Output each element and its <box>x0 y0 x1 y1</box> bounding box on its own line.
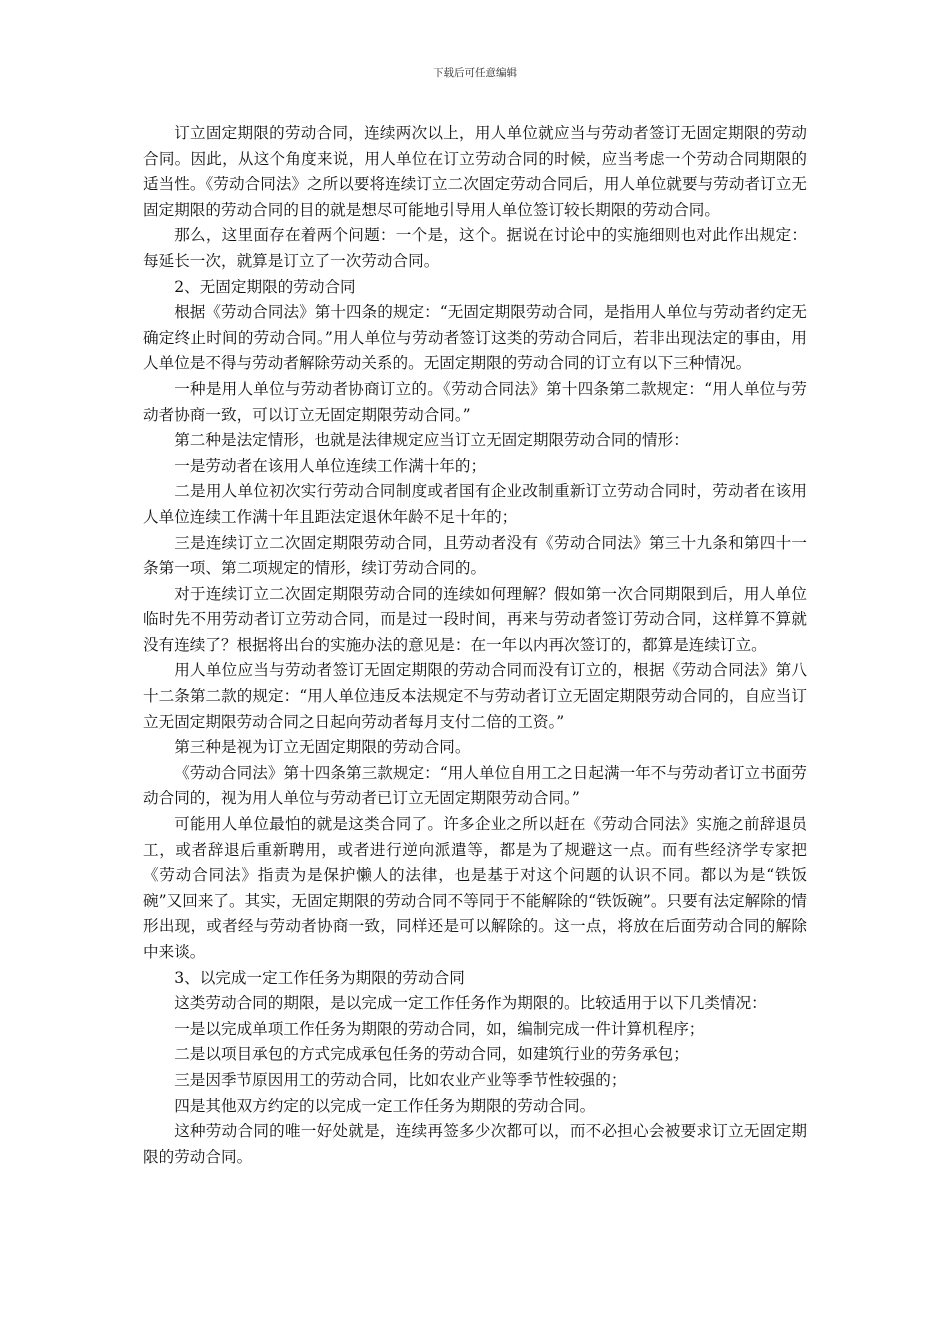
list-item: 一是劳动者在该用人单位连续工作满十年的； <box>174 456 487 475</box>
list-item: 二是以项目承包的方式完成承包任务的劳动合同，如建筑行业的劳务承包； <box>174 1045 689 1064</box>
paragraph: 可能用人单位最怕的就是这类合同了。许多企业之所以赶在《劳动合同法》实施之前辞退员工，或者辞退后重新聘用，或者进行逆向派遣等，都是为了规避这一点。而有些经济学专家把《劳动合同法》指责为是保护懒人的法律，也是基于对这个问题的认识不同。都以为是“铁饭碗”又回来了。其实，无固定期限的劳动合同不等同于不能解除的“铁饭碗”。只要有法定解除的情形出现，或者经与劳动者协商一致，同样还是可以解除的。这一点，将放在后面劳动合同的解除中来谈。 <box>143 815 807 961</box>
paragraph: 这种劳动合同的唯一好处就是，连续再签多少次都可以，而不必担心会被要求订立无固定期限的劳动合同。 <box>143 1122 807 1166</box>
paragraph: 《劳动合同法》第十四条第三款规定：“用人单位自用工之日起满一年不与劳动者订立书面劳动合同的，视为用人单位与劳动者已订立无固定期限劳动合同。” <box>143 763 807 808</box>
page-header: 下载后可任意编辑 <box>433 67 517 79</box>
paragraph: 对于连续订立二次固定期限劳动合同的连续如何理解？假如第一次合同期限到后，用人单位临时先不用劳动者订立劳动合同，而是过一段时间，再来与劳动者签订劳动合同，这样算不算就没有连续了？根据将出台的实施办法的意见是：在一年以内再次签订的，都算是连续订立。 <box>143 584 807 654</box>
list-item: 三是连续订立二次固定期限劳动合同，且劳动者没有《劳动合同法》第三十九条和第四十一条第一项、第二项规定的情形，续订劳动合同的。 <box>143 533 807 578</box>
list-item: 二是用人单位初次实行劳动合同制度或者国有企业改制重新订立劳动合同时，劳动者在该用人单位连续工作满十年且距法定退休年龄不足十年的； <box>143 482 807 526</box>
document-body <box>143 121 807 1170</box>
section-heading: 3、以完成一定工作任务为期限的劳动合同 <box>174 968 465 987</box>
paragraph: 根据《劳动合同法》第十四条的规定：“无固定期限劳动合同，是指用人单位与劳动者约定无确定终止时间的劳动合同。”用人单位与劳动者签订这类的劳动合同后，若非出现法定的事由，用人单位是不得与劳动者解除劳动关系的。无固定期限的劳动合同的订立有以下三种情况。 <box>143 303 807 373</box>
paragraph: 第三种是视为订立无固定期限的劳动合同。 <box>174 738 471 757</box>
list-item: 四是其他双方约定的以完成一定工作任务为期限的劳动合同。 <box>174 1096 596 1115</box>
list-item: 一是以完成单项工作任务为期限的劳动合同，如，编制完成一件计算机程序； <box>174 1019 705 1038</box>
paragraph: 这类劳动合同的期限，是以完成一定工作任务作为期限的。比较适用于以下几类情况： <box>174 994 767 1013</box>
paragraph: 用人单位应当与劳动者签订无固定期限的劳动合同而没有订立的，根据《劳动合同法》第八十二条第二款的规定：“用人单位违反本法规定不与劳动者订立无固定期限劳动合同的，自应当订立无固定期限劳动合同之日起向劳动者每月支付二倍的工资。” <box>143 661 807 731</box>
paragraph: 第二种是法定情形，也就是法律规定应当订立无固定期限劳动合同的情形： <box>174 431 689 450</box>
paragraph: 订立固定期限的劳动合同，连续两次以上，用人单位就应当与劳动者签订无固定期限的劳动合同。因此，从这个角度来说，用人单位在订立劳动合同的时候，应当考虑一个劳动合同期限的适当性。《劳动合同法》之所以要将连续订立二次固定劳动合同后，用人单位就要与劳动者订立无固定期限的劳动合同的目的就是想尽可能地引导用人单位签订较长期限的劳动合同。 <box>143 124 807 219</box>
paragraph: 一种是用人单位与劳动者协商订立的。《劳动合同法》第十四条第二款规定：“用人单位与劳动者协商一致，可以订立无固定期限劳动合同。” <box>143 379 807 424</box>
paragraph: 那么，这里面存在着两个问题：一个是，这个。据说在讨论中的实施细则也对此作出规定：每延长一次，就算是订立了一次劳动合同。 <box>143 226 807 270</box>
list-item: 三是因季节原因用工的劳动合同，比如农业产业等季节性较强的； <box>174 1070 627 1089</box>
section-heading: 2、无固定期限的劳动合同 <box>174 277 356 296</box>
